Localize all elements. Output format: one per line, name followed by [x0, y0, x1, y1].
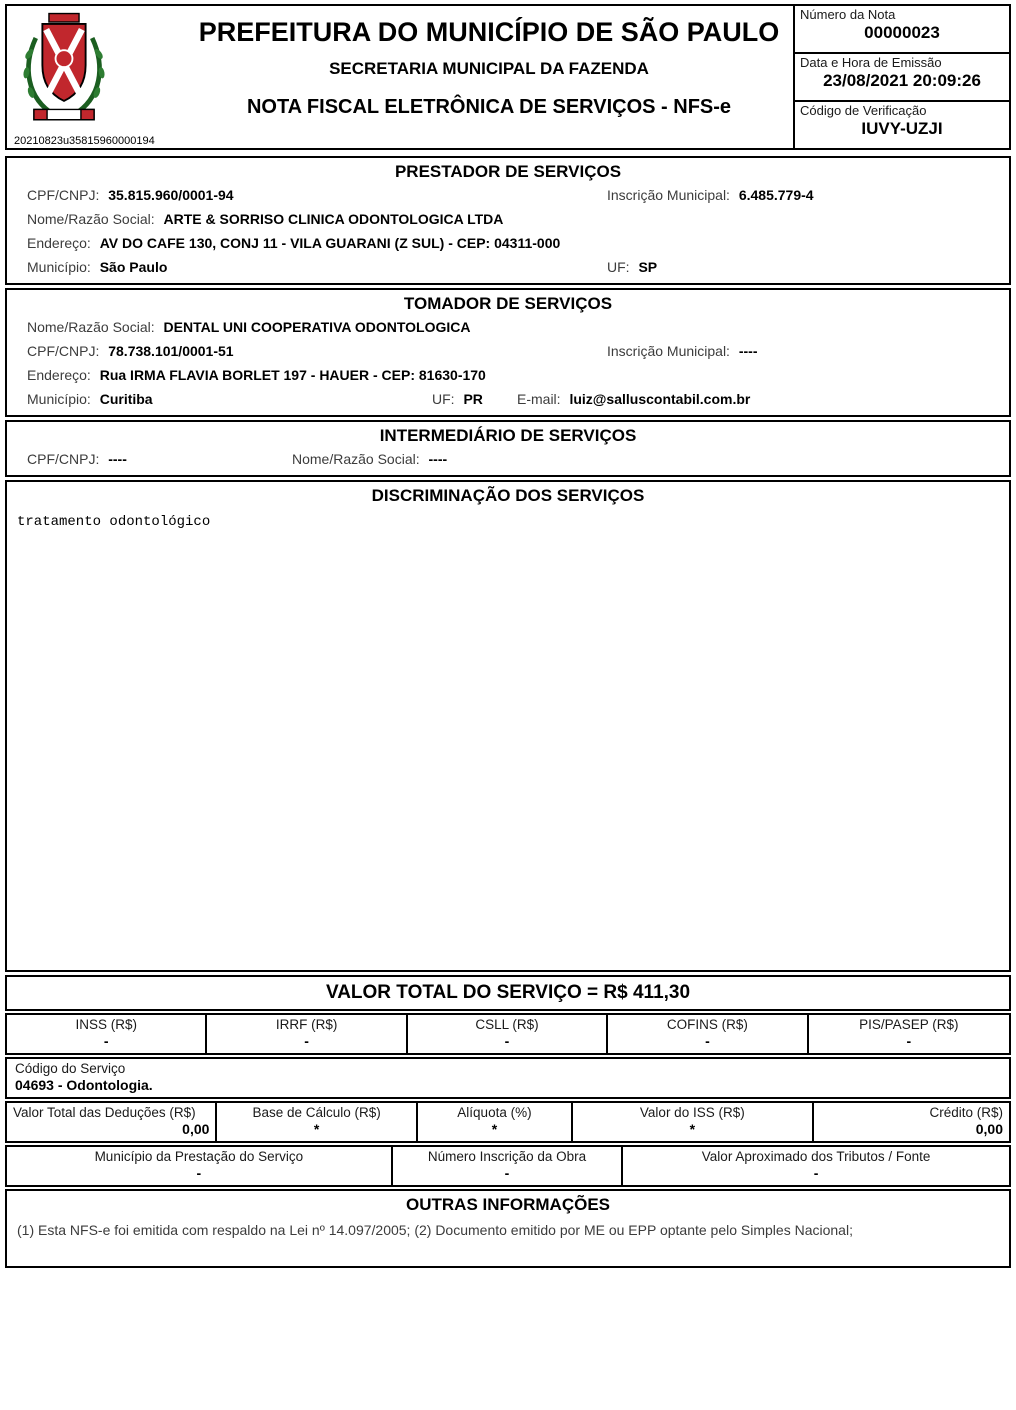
tomador-inscricao-label: Inscrição Municipal:	[607, 343, 730, 359]
numero-da-nota-label: Número da Nota	[800, 7, 896, 22]
tomador-cpf-value: 78.738.101/0001-51	[108, 343, 234, 359]
aliquota-value: *	[491, 1121, 498, 1137]
numero-da-nota-value: 00000023	[864, 23, 940, 42]
cofins-label: COFINS (R$)	[666, 1017, 748, 1032]
codigo-servico-value: 04693 - Odontologia.	[15, 1077, 153, 1093]
inss-value: -	[103, 1033, 109, 1049]
outras-informacoes-title: OUTRAS INFORMAÇÕES	[406, 1195, 610, 1214]
tomador-inscricao-value: ----	[738, 343, 758, 359]
prestador-municipio-label: Município:	[27, 259, 91, 275]
tomador-municipio-row	[7, 388, 1009, 412]
valor-iss-label: Valor do ISS (R$)	[639, 1105, 745, 1120]
tributos-fonte-value: -	[813, 1165, 819, 1181]
data-emissao-row	[795, 54, 1009, 102]
inscricao-obra-cell	[393, 1147, 623, 1185]
aliquota-label: Alíquota (%)	[457, 1105, 532, 1120]
codigo-verificacao-value: IUVY-UZJI	[861, 119, 943, 138]
codigo-verificacao-row	[795, 102, 1009, 148]
csll-cell	[408, 1015, 608, 1053]
intermediario-cpf-value: ----	[108, 451, 127, 467]
tributos-fonte-cell	[623, 1147, 1009, 1185]
valor-iss-value: *	[689, 1121, 696, 1137]
prestador-endereco-label: Endereço:	[27, 235, 91, 251]
deducoes-value: 0,00	[182, 1121, 210, 1137]
prestador-title: PRESTADOR DE SERVIÇOS	[394, 162, 622, 181]
secretaria-subtitle: SECRETARIA MUNICIPAL DA FAZENDA	[329, 59, 649, 78]
prestador-nome-label: Nome/Razão Social:	[27, 211, 155, 227]
prestador-municipio-row	[7, 256, 1009, 280]
tomador-municipio-value: Curitiba	[99, 391, 153, 407]
prestador-inscricao-value: 6.485.779-4	[738, 187, 814, 203]
discriminacao-title: DISCRIMINAÇÃO DOS SERVIÇOS	[371, 486, 645, 505]
intermediario-section	[5, 420, 1011, 477]
prestador-nome-row	[7, 208, 1009, 232]
prestador-cpf-label: CPF/CNPJ:	[27, 187, 100, 203]
document-title: NOTA FISCAL ELETRÔNICA DE SERVIÇOS - NFS-e	[246, 96, 732, 118]
tomador-nome-value: DENTAL UNI COOPERATIVA ODONTOLOGICA	[163, 319, 471, 335]
codigo-servico-label: Código do Serviço	[15, 1061, 126, 1076]
credito-label: Crédito (R$)	[929, 1105, 1003, 1120]
data-emissao-label: Data e Hora de Emissão	[800, 55, 942, 70]
credito-cell	[814, 1103, 1009, 1141]
tomador-cpf-label: CPF/CNPJ:	[27, 343, 100, 359]
valor-iss-cell	[573, 1103, 813, 1141]
calculo-table	[5, 1101, 1011, 1143]
irrf-value: -	[304, 1033, 309, 1049]
nota-info-box	[793, 6, 1009, 148]
numero-da-nota-row	[795, 6, 1009, 54]
intermediario-title: INTERMEDIÁRIO DE SERVIÇOS	[379, 426, 637, 445]
codigo-verificacao-label: Código de Verificação	[800, 103, 927, 118]
municipio-prestacao-label: Município da Prestação do Serviço	[94, 1149, 304, 1164]
prestador-cpf-value: 35.815.960/0001-94	[108, 187, 234, 203]
tomador-uf-label: UF:	[432, 391, 455, 407]
tomador-nome-row	[7, 316, 1009, 340]
header-titles	[185, 6, 793, 148]
csll-label: CSLL (R$)	[475, 1017, 539, 1032]
tomador-nome-label: Nome/Razão Social:	[27, 319, 155, 335]
codigo-servico-section	[5, 1057, 1011, 1099]
inss-label: INSS (R$)	[75, 1017, 137, 1032]
deducoes-cell	[7, 1103, 217, 1141]
prestador-municipio-value: São Paulo	[99, 259, 168, 275]
nfse-document	[0, 4, 1016, 1268]
tomador-email-label: E-mail:	[517, 391, 561, 407]
prestador-uf-label: UF:	[607, 259, 630, 275]
tomador-title: TOMADOR DE SERVIÇOS	[403, 294, 613, 313]
discriminacao-text: tratamento odontológico	[17, 514, 211, 530]
valor-total-bar: VALOR TOTAL DO SERVIÇO = R$ 411,30	[5, 975, 1011, 1011]
prestador-nome-value: ARTE & SORRISO CLINICA ODONTOLOGICA LTDA	[163, 211, 504, 227]
header	[5, 4, 1011, 150]
cofins-cell	[608, 1015, 808, 1053]
intermediario-row	[7, 448, 1009, 472]
tomador-email-value: luiz@salluscontabil.com.br	[569, 391, 751, 407]
intermediario-nome-label: Nome/Razão Social:	[292, 451, 420, 467]
prestador-endereco-row	[7, 232, 1009, 256]
cofins-value: -	[705, 1033, 710, 1049]
discriminacao-section	[5, 480, 1011, 972]
base-calculo-value: *	[313, 1121, 320, 1137]
municipio-prestacao-cell	[7, 1147, 393, 1185]
base-calculo-cell	[217, 1103, 417, 1141]
intermediario-cpf-label: CPF/CNPJ:	[27, 451, 100, 467]
inss-cell	[7, 1015, 207, 1053]
extras-table	[5, 1145, 1011, 1187]
inscricao-obra-value: -	[504, 1165, 510, 1181]
prestador-inscricao-label: Inscrição Municipal:	[607, 187, 730, 203]
pis-pasep-cell	[809, 1015, 1009, 1053]
irrf-label: IRRF (R$)	[275, 1017, 338, 1032]
intermediario-nome-value: ----	[428, 451, 448, 467]
prestador-section	[5, 156, 1011, 285]
prestador-uf-value: SP	[638, 259, 658, 275]
tomador-uf-value: PR	[463, 391, 483, 407]
credito-value: 0,00	[975, 1121, 1003, 1137]
pis-pasep-label: PIS/PASEP (R$)	[859, 1017, 959, 1032]
tomador-endereco-value: Rua IRMA FLAVIA BORLET 197 - HAUER - CEP: 81630-170	[99, 367, 486, 383]
tomador-endereco-row	[7, 364, 1009, 388]
tomador-section	[5, 288, 1011, 417]
prestador-cpf-row	[7, 184, 1009, 208]
base-calculo-label: Base de Cálculo (R$)	[252, 1105, 381, 1120]
sao-paulo-coat-of-arms-logo	[17, 11, 111, 127]
tributos-fonte-label: Valor Aproximado dos Tributos / Fonte	[701, 1149, 931, 1164]
data-emissao-value: 23/08/2021 20:09:26	[823, 71, 981, 90]
deducoes-label: Valor Total das Deduções (R$)	[13, 1105, 196, 1120]
outras-informacoes-text: (1) Esta NFS-e foi emitida com respaldo na Lei nº 14.097/2005; (2) Documento emitido por ME ou EPP optante pelo Simples Nacional;	[17, 1222, 853, 1238]
impostos-table	[5, 1013, 1011, 1055]
header-left	[7, 6, 185, 148]
irrf-cell	[207, 1015, 407, 1053]
tomador-endereco-label: Endereço:	[27, 367, 91, 383]
outras-informacoes-section	[5, 1189, 1011, 1268]
nota-code-number: 20210823u35815960000194	[14, 135, 155, 147]
prestador-endereco-value: AV DO CAFE 130, CONJ 11 - VILA GUARANI (Z SUL) - CEP: 04311-000	[99, 235, 561, 251]
csll-value: -	[504, 1033, 510, 1049]
prefeitura-title: PREFEITURA DO MUNICÍPIO DE SÃO PAULO	[198, 17, 780, 47]
aliquota-cell	[418, 1103, 573, 1141]
tomador-cpf-row	[7, 340, 1009, 364]
tomador-municipio-label: Município:	[27, 391, 91, 407]
municipio-prestacao-value: -	[196, 1165, 202, 1181]
inscricao-obra-label: Número Inscrição da Obra	[427, 1149, 587, 1164]
pis-pasep-value: -	[906, 1033, 912, 1049]
